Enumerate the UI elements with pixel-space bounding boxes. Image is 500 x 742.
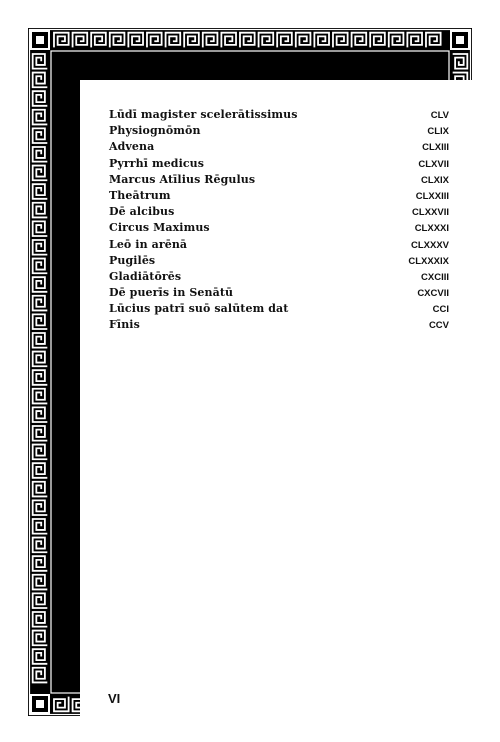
toc-entry xyxy=(109,173,449,189)
toc-entry-title: Pyrrhī medicus xyxy=(109,156,205,170)
toc-entry-page: CLXXXIX xyxy=(408,255,449,267)
toc-entry-title: Advena xyxy=(109,140,155,154)
toc-entry-page: CLV xyxy=(430,110,449,121)
toc-entry-page: CLXXXV xyxy=(410,239,449,251)
toc-entry-title: Dē puerīs in Senātū xyxy=(109,286,234,300)
toc-entry xyxy=(109,124,449,140)
toc-entry-page: CXCVII xyxy=(417,288,449,300)
toc-entry-page: CCI xyxy=(432,304,449,316)
toc-entry-title: Fīnis xyxy=(109,318,140,332)
toc-entry-title: Dē alcibus xyxy=(109,205,175,219)
corner-square-center xyxy=(36,700,44,708)
toc-entry-page: CCV xyxy=(428,320,449,332)
toc-entry-page: CLXIX xyxy=(421,174,449,186)
toc-entry xyxy=(109,286,449,302)
toc-entry xyxy=(109,221,449,237)
toc-entry-page: CLXIII xyxy=(422,142,449,154)
toc-entry xyxy=(109,254,449,270)
toc-entry xyxy=(109,318,449,334)
toc-entry xyxy=(109,108,449,124)
toc-entry-page: CLXXVII xyxy=(412,207,449,219)
toc-entry-title: Physiognōmōn xyxy=(109,124,201,138)
toc-entry-title: Marcus Atīlius Rēgulus xyxy=(109,172,256,186)
toc-entry-title: Gladiātōrēs xyxy=(109,269,182,283)
corner-square-center xyxy=(36,36,44,44)
greek-key-border-frame xyxy=(28,28,472,716)
toc-entry-page: CLIX xyxy=(427,126,449,138)
table-of-contents xyxy=(109,108,449,335)
toc-entry xyxy=(109,270,449,286)
toc-entry-title: Theātrum xyxy=(109,188,171,202)
toc-entry xyxy=(109,302,449,318)
toc-entry-page: CLXXIII xyxy=(415,190,449,202)
page-number: VI xyxy=(108,691,121,706)
toc-entry-title: Circus Maximus xyxy=(109,221,210,235)
toc-entry xyxy=(109,140,449,156)
toc-entry xyxy=(109,189,449,205)
toc-entry-title: Lūdī magister scelerātissimus xyxy=(109,108,298,121)
toc-entry-page: CLXVII xyxy=(418,158,449,170)
toc-entry-title: Pugilēs xyxy=(109,253,156,267)
toc-entry-page: CLXXXI xyxy=(414,223,449,235)
corner-square-center xyxy=(456,36,464,44)
page-content xyxy=(80,80,476,720)
toc-entry xyxy=(109,205,449,221)
toc-entry-page: CXCIII xyxy=(421,271,449,283)
toc-entry xyxy=(109,157,449,173)
toc-entry-title: Leō in arēnā xyxy=(109,237,188,251)
toc-entry-title: Lūcius patrī suō salūtem dat xyxy=(109,302,289,316)
toc-entry xyxy=(109,238,449,254)
